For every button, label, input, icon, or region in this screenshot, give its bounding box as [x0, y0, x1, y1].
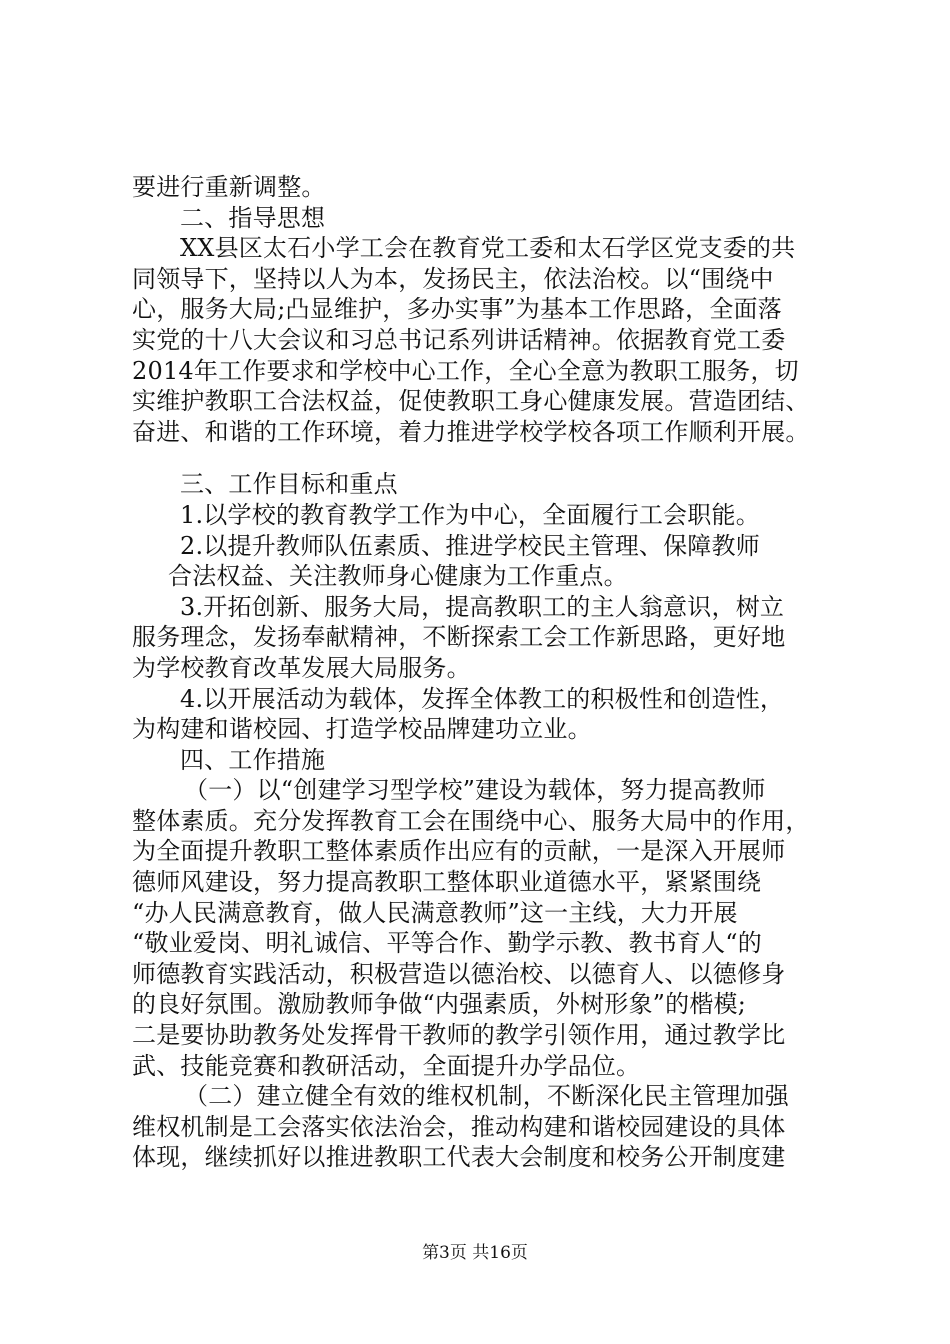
section-heading: 四、工作措施 [180, 745, 326, 774]
text-line: XX县区太石小学工会在教育党工委和太石学区党支委的共 [180, 234, 796, 263]
text-line: 二是要协助教务处发挥骨干教师的教学引领作用，通过教学比 [132, 1021, 786, 1050]
text-line: “办人民满意教育，做人民满意教师”这一主线，大力开展 [132, 898, 738, 927]
text-line: 同领导下，坚持以人为本，发扬民主，依法治校。以“围绕中 [132, 264, 774, 293]
document-body [132, 172, 832, 1173]
text-line: 武、技能竞赛和教研活动，全面提升办学品位。 [132, 1051, 641, 1080]
text-line: 师德教育实践活动，积极营造以德治校、以德育人、以德修身 [132, 959, 786, 988]
text-line: 为学校教育改革发展大局服务。 [132, 653, 471, 682]
text-line: 心，服务大局;凸显维护，多办实事”为基本工作思路，全面落 [132, 295, 782, 324]
text-line: 1.以学校的教育教学工作为中心，全面履行工会职能。 [180, 500, 760, 529]
page-number-footer: 第3页 共16页 [422, 1243, 528, 1263]
text-line: 4.以开展活动为载体，发挥全体教工的积极性和创造性， [180, 684, 785, 713]
text-line: 要进行重新调整。 [132, 173, 326, 201]
text-line: 的良好氛围。激励教师争做“内强素质，外树形象”的楷模; [132, 990, 747, 1019]
text-line: 为全面提升教职工整体素质作出应有的贡献，一是深入开展师 [132, 837, 786, 866]
text-line: 实党的十八大会议和习总书记系列讲话精神。依据教育党工委 [132, 325, 786, 354]
paragraph-gap [132, 447, 832, 469]
section-heading: 三、工作目标和重点 [180, 470, 398, 499]
text-line: 体现，继续抓好以推进教职工代表大会制度和校务公开制度建 [132, 1143, 786, 1172]
text-line: 2014年工作要求和学校中心工作，全心全意为教职工服务，切 [132, 356, 799, 385]
text-line: 为构建和谐校园、打造学校品牌建功立业。 [132, 715, 592, 744]
text-line: 奋进、和谐的工作环境，着力推进学校学校各项工作顺利开展。 [132, 417, 810, 446]
text-line: （一）以“创建学习型学校”建设为载体，努力提高教师 [184, 776, 766, 805]
section-heading: 二、指导思想 [180, 203, 326, 232]
text-line: 实维护教职工合法权益，促使教职工身心健康发展。营造团结、 [132, 387, 810, 416]
text-line: 服务理念，发扬奉献精神，不断探索工会工作新思路，更好地 [132, 623, 786, 652]
text-line: 3.开拓创新、服务大局，提高教职工的主人翁意识，树立 [180, 592, 785, 621]
text-line: “敬业爱岗、明礼诚信、平等合作、勤学示教、教书育人“的 [132, 929, 762, 958]
text-line: 德师风建设，努力提高教职工整体职业道德水平，紧紧围绕 [132, 868, 762, 897]
text-line: 合法权益、关注教师身心健康为工作重点。 [168, 562, 628, 591]
text-line: 2.以提升教师队伍素质、推进学校民主管理、保障教师 [180, 531, 760, 560]
text-line: 维权机制是工会落实依法治会，推动构建和谐校园建设的具体 [132, 1112, 786, 1141]
text-line: 整体素质。充分发挥教育工会在围绕中心、服务大局中的作用， [132, 806, 810, 835]
text-line: （二）建立健全有效的维权机制，不断深化民主管理加强 [184, 1082, 789, 1111]
